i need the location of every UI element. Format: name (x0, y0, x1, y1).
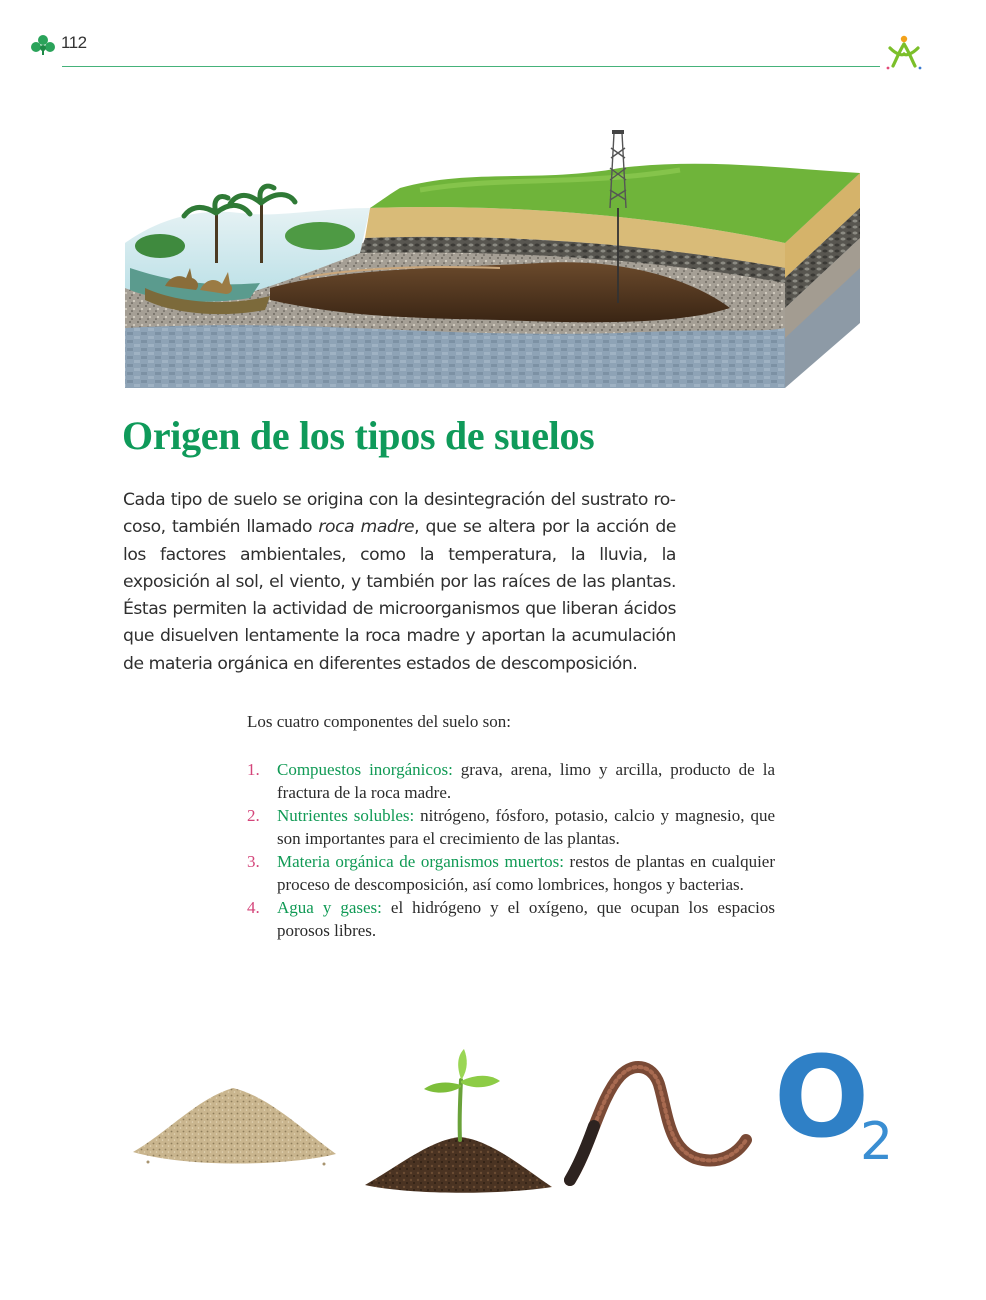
intro-text-before: Cada tipo de suelo se origina con la desintegración del sustrato rocoso, también llamado (123, 490, 676, 538)
oxygen-o2-icon (774, 1033, 904, 1180)
sprout-figure-logo (884, 34, 924, 72)
list-item-term: Nutrientes solubles: (277, 806, 415, 825)
list-item-text: nitrógeno, fósforo, potasio, calcio y magnesio, que son importantes para el crecimiento de las plantas. (277, 806, 776, 848)
oxygen-o-glyph: O (774, 1033, 870, 1163)
list-item-term: Agua y gases: (277, 898, 382, 917)
soil-strata-diagram (120, 128, 865, 393)
list-item (247, 804, 775, 850)
components-lead: Los cuatro componentes del suelo son: (247, 712, 511, 731)
list-item-term: Compuestos inorgánicos: (277, 760, 453, 779)
list-item (247, 758, 775, 804)
component-illustrations (120, 1033, 910, 1200)
list-item-number: 2. (247, 806, 260, 825)
components-list (247, 758, 775, 942)
list-item-text: restos de plantas en cualquier proceso de descomposición, así como lombrices, hongos y bacterias. (277, 852, 775, 894)
list-item-term: Materia orgánica de organismos muertos: (277, 852, 564, 871)
list-item-number: 4. (247, 898, 260, 917)
page-number: 112 (61, 33, 87, 52)
list-item-body (277, 850, 775, 896)
seedling-in-soil-icon (360, 1045, 555, 1195)
header-rule (62, 66, 880, 67)
list-item-text: grava, arena, limo y arcilla, producto de la fractura de la roca madre. (277, 760, 775, 802)
page-header (0, 0, 986, 80)
list-item (247, 896, 775, 942)
sand-pile-icon (128, 1070, 340, 1170)
list-item-number: 1. (247, 760, 260, 779)
list-item-text: el hidrógeno y el oxígeno, que ocupan los espacios porosos libres. (277, 898, 775, 940)
oxygen-subscript-glyph: 2 (860, 1112, 894, 1172)
intro-emphasis: roca madre (318, 517, 415, 538)
list-item-number: 3. (247, 852, 260, 871)
list-item (247, 850, 775, 896)
clover-icon (30, 34, 56, 56)
earthworm-icon (560, 1058, 760, 1188)
intro-paragraph (123, 487, 676, 678)
intro-text-after: , que se altera por la acción de los factores ambientales, como la temperatura, la lluvia, la exposición al sol, el viento, y también por las raíces de las plantas. Éstas permiten la actividad de microorganismos que liberan ácidos que disuelven lentamente la roca madre y aportan la acumulación de materia orgánica en diferentes estados de descomposición. (123, 517, 676, 674)
page-title: Origen de los tipos de suelos (122, 413, 595, 458)
list-item-body (277, 804, 775, 850)
list-item-body (277, 758, 775, 804)
list-item-body (277, 896, 775, 942)
